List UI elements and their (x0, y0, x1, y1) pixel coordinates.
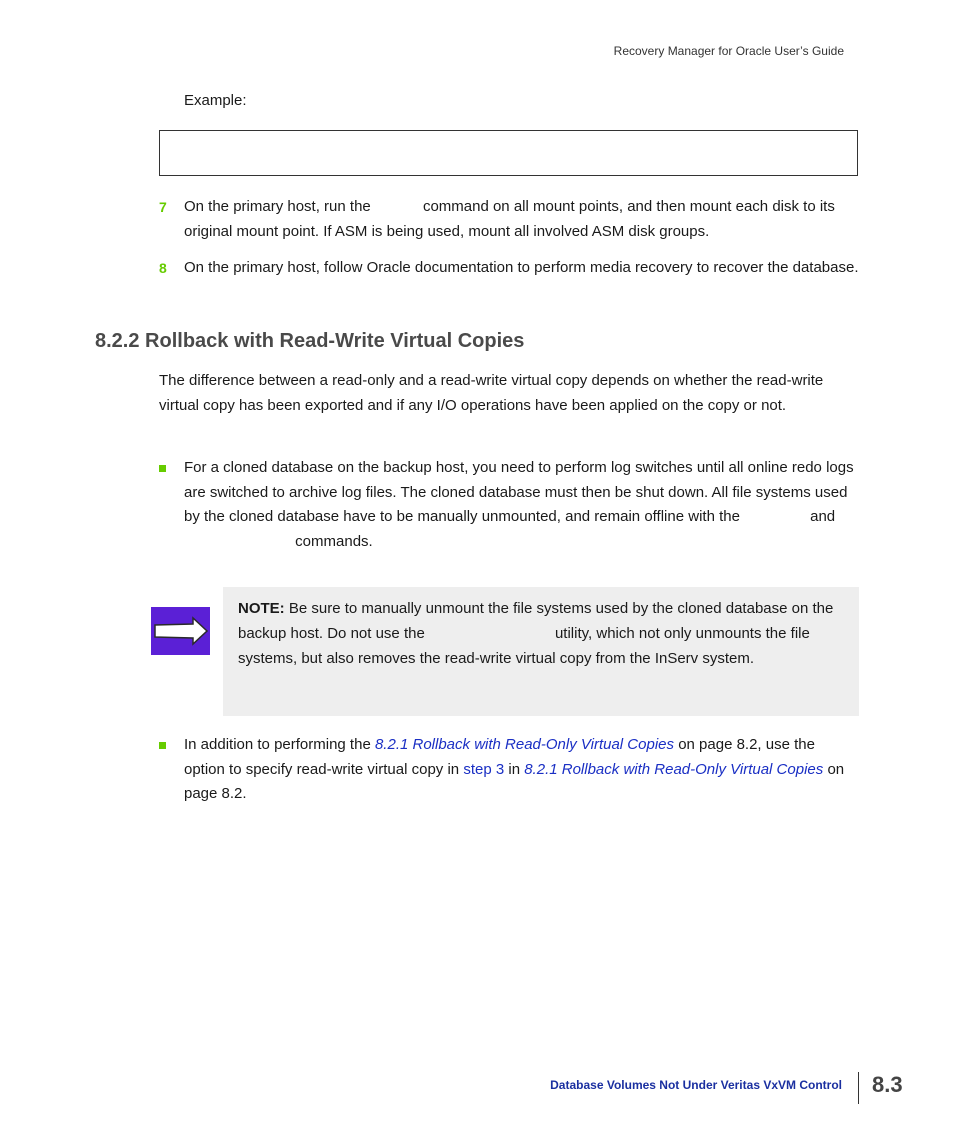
section-intro: The difference between a read-only and a read-write virtual copy depends on whether the read-write virtual copy has been exported and if any I/O operations have been applied on the copy or not. (159, 372, 824, 414)
note-box (223, 587, 859, 716)
note-label: NOTE: (238, 600, 285, 617)
link-rollback-read-only[interactable]: 8.2.1 Rollback with Read-Only Virtual Copies (374, 736, 675, 753)
arrow-right-icon (151, 607, 210, 655)
step-number: 7 (159, 199, 167, 215)
example-label: Example: (184, 92, 247, 109)
step-7 (159, 195, 859, 244)
link-rollback-read-only-2[interactable]: 8.2.1 Rollback with Read-Only Virtual Copies (524, 760, 824, 778)
step-8 (159, 256, 859, 281)
bullet-text: For a cloned database on the backup host, you need to perform log switches until all online redo logs are switched to archive log files. The cloned database must then be shut down. All file systems used by the cloned database have to be manually unmounted, and remain offline with the and commands. (184, 459, 854, 550)
footer-chapter-title: Database Volumes Not Under Veritas VxVM Control (550, 1078, 842, 1092)
footer-divider (858, 1072, 859, 1104)
section-title: 8.2.2 Rollback with Read-Write Virtual Copies (95, 330, 525, 352)
note-text: NOTE: Be sure to manually unmount the file systems used by the cloned database on the backup host. Do not use the utility, which not only unmounts the file systems, but also removes the read-write virtual copy from the InServ system. (238, 600, 834, 667)
bullet-marker (159, 465, 166, 472)
bullet-text: In addition to performing the 8.2.1 Rollback with Read-Only Virtual Copies on page 8.2, use the option to specify read-write virtual copy in step 3 in 8.2.1 Rollback with Read-Only Virtual Copies on page 8.2. (184, 736, 845, 802)
step-text: On the primary host, follow Oracle documentation to perform media recovery to recover the database. (184, 259, 859, 276)
step-text: On the primary host, run the command on all mount points, and then mount each disk to its original mount point. If ASM is being used, mount all involved ASM disk groups. (184, 198, 835, 240)
running-header: Recovery Manager for Oracle User’s Guide (613, 44, 844, 58)
bullet-item-2 (159, 733, 859, 807)
bullet-item-1 (159, 456, 859, 554)
page-number: 8.3 (872, 1072, 903, 1097)
link-step-3[interactable]: step 3 (463, 760, 505, 778)
note-arrow-icon (151, 607, 210, 655)
example-code-box (159, 130, 858, 176)
bullet-marker (159, 742, 166, 749)
step-number: 8 (159, 260, 167, 276)
